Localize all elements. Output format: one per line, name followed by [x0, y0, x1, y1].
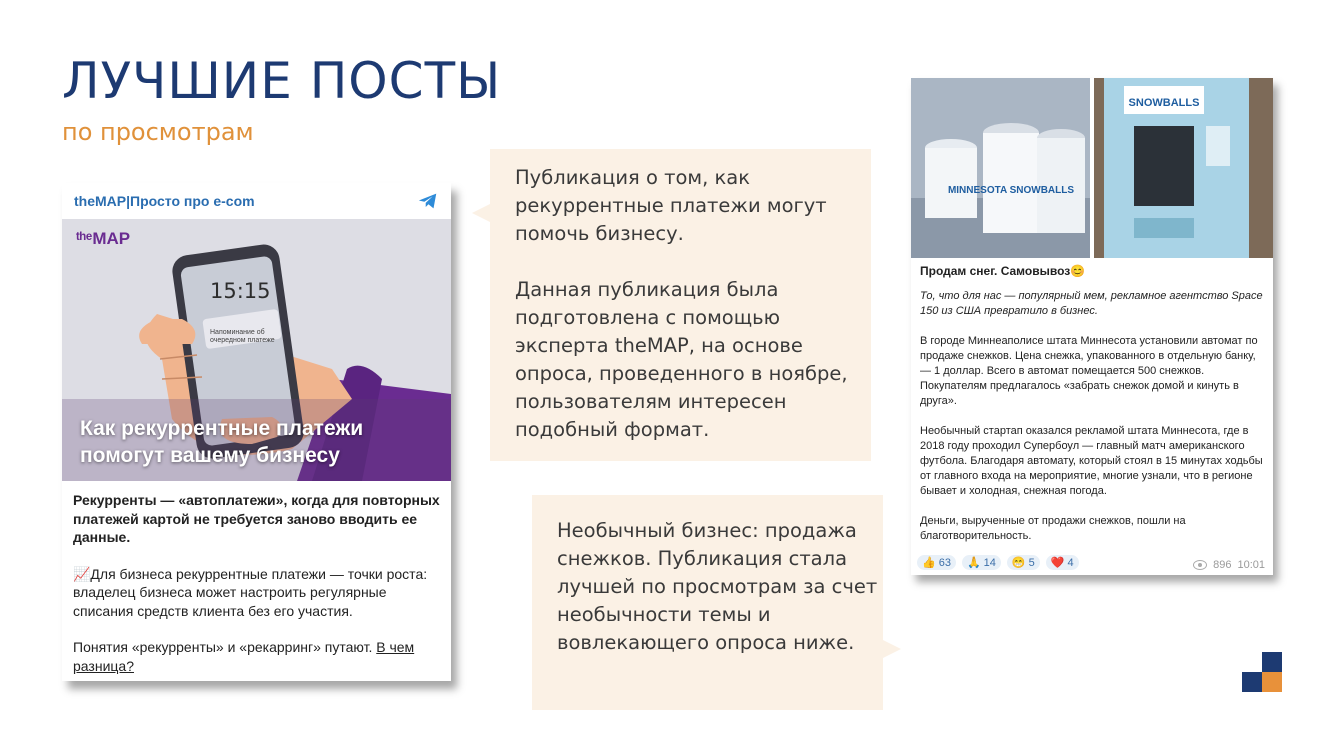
callout-top-line-1: Публикация о том, как рекуррентные платежи могут помочь бизнесу. — [515, 166, 827, 245]
reaction-count: 4 — [1067, 556, 1074, 569]
post-paragraph-2: 📈Для бизнеса рекуррентные платежи — точки роста: владелец бизнеса может настроить регулярные списания средств клиента без его участия. — [73, 565, 428, 619]
themap-logo: ᵗʰᵉMAP — [76, 229, 131, 248]
can-label: MINNESOTA SNOWBALLS — [947, 185, 1075, 196]
reactions-bar — [917, 555, 1079, 570]
reaction-count: 63 — [938, 556, 951, 569]
post-paragraph-3 — [73, 638, 440, 675]
post-paragraph-3-text: Понятия «рекурренты» и «рекарринг» путают. — [73, 639, 377, 655]
channel-name[interactable]: theMAP|Просто про e-com — [74, 193, 255, 209]
post-paragraph-1: Рекурренты — «автоплатежи», когда для повторных платежей картой не требуется заново вводить ее данные. — [73, 492, 440, 545]
grin-icon: 😁 — [1011, 557, 1026, 569]
thumbs-up-icon: 👍 — [922, 557, 936, 569]
reaction-heart[interactable] — [1046, 555, 1079, 570]
reaction-count: 5 — [1028, 556, 1035, 569]
post-time: 10:01 — [1237, 559, 1265, 571]
pray-icon: 🙏 — [966, 557, 981, 569]
page-title: ЛУЧШИЕ ПОСТЫ — [62, 52, 502, 110]
callout-top-line-2: Данная публикация была подготовлена с помощью эксперта theMAP, на основе опроса, проведенного в ноябре, пользователям интересен подобный формат. — [515, 278, 848, 441]
reaction-grin[interactable] — [1007, 555, 1040, 570]
phone-notification: Напоминание об очередном платеже — [210, 329, 275, 344]
heart-icon: ❤️ — [1050, 557, 1065, 569]
post-meta — [1193, 559, 1265, 571]
company-logo-icon — [1242, 652, 1282, 692]
reaction-count: 14 — [983, 556, 996, 569]
right-post-title: Продам снег. Самовывоз😊 — [920, 264, 1086, 278]
vending-machine-photo[interactable] — [1094, 78, 1273, 258]
callout-bottom — [532, 495, 883, 710]
post-photos — [911, 78, 1273, 258]
right-post-body — [911, 258, 1273, 544]
reaction-pray[interactable] — [962, 555, 1001, 570]
phone-time: 15:15 — [210, 279, 271, 303]
telegram-icon[interactable] — [417, 190, 439, 212]
reaction-thumbs-up[interactable] — [917, 555, 956, 570]
machine-label: SNOWBALLS — [1128, 97, 1200, 109]
page-subtitle: по просмотрам — [62, 118, 254, 146]
right-post-paragraph-3: Деньги, вырученные от продажи снежков, пошли на благотворительность. — [920, 515, 1186, 542]
right-post-paragraph-2: Необычный стартап оказался рекламой штата Миннесота, где в 2018 году проходил Супербоул — главный матч американского футбола. Благодаря автомату, который стоял в 15 минутах ходьбы от главного входа на мероприятие, многие узнали, что в регионе бывает и холодная, снежная погода. — [920, 425, 1263, 497]
post-body — [62, 481, 451, 675]
right-post-intro: То, что для нас — популярный мем, рекламное агентство Space 150 из США превратило в бизнес. — [920, 290, 1263, 317]
post-image — [62, 219, 451, 481]
right-post-card — [911, 78, 1273, 575]
difference-link[interactable]: В чем разница? — [73, 639, 415, 674]
snowball-cans-photo[interactable] — [911, 78, 1090, 258]
image-headline: Как рекуррентные платежи помогут вашему бизнесу — [80, 417, 364, 467]
right-post-paragraph-1: В городе Миннеаполисе штата Миннесота установили автомат по продаже снежков. Цена снежка, упакованного в отдельную банку, — 1 доллар. Всего в автомат помещается 500 снежков. Покупателям предлагалось «забрать снежок домой и кинуть в друга». — [920, 335, 1258, 407]
eye-icon — [1193, 560, 1207, 570]
channel-header — [62, 183, 451, 219]
callout-bottom-text: Необычный бизнес: продажа снежков. Публикация стала лучшей по просмотрам за счет необычности темы и вовлекающего опроса ниже. — [557, 519, 878, 654]
view-count: 896 — [1213, 559, 1232, 571]
left-post-card — [62, 183, 451, 681]
callout-top — [490, 149, 871, 461]
